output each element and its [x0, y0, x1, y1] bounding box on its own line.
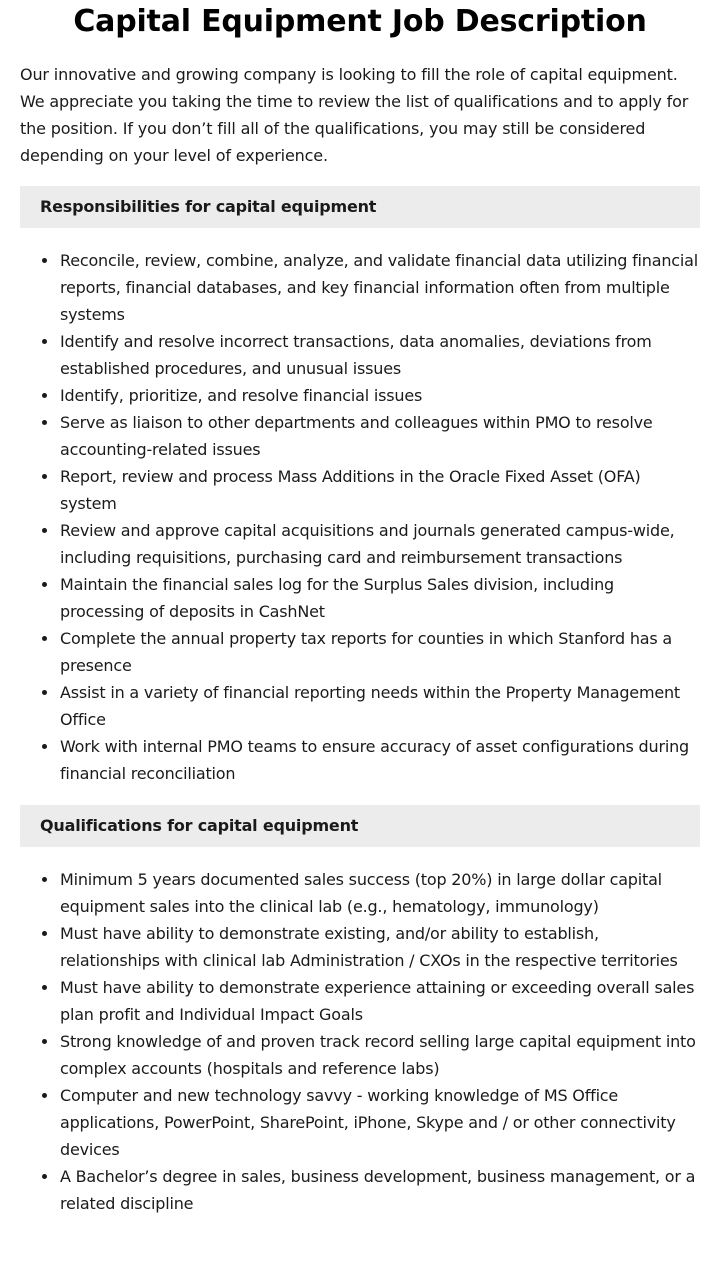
list-item: Work with internal PMO teams to ensure accuracy of asset configurations during financial reconciliation	[60, 733, 700, 787]
list-item: Must have ability to demonstrate experience attaining or exceeding overall sales plan profit and Individual Impact Goals	[60, 974, 700, 1028]
list-item: Assist in a variety of financial reporting needs within the Property Management Office	[60, 679, 700, 733]
list-item: Strong knowledge of and proven track record selling large capital equipment into complex accounts (hospitals and reference labs)	[60, 1028, 700, 1082]
list-item: Report, review and process Mass Additions in the Oracle Fixed Asset (OFA) system	[60, 463, 700, 517]
responsibilities-heading: Responsibilities for capital equipment	[20, 186, 700, 228]
list-item: Computer and new technology savvy - working knowledge of MS Office applications, PowerPoint, SharePoint, iPhone, Skype and / or other connectivity devices	[60, 1082, 700, 1163]
qualifications-list	[20, 866, 700, 1217]
page-title: Capital Equipment Job Description	[73, 4, 647, 39]
qualifications-heading: Qualifications for capital equipment	[20, 805, 700, 847]
job-description-page	[0, 1, 720, 1217]
list-item: Identify and resolve incorrect transactions, data anomalies, deviations from established procedures, and unusual issues	[60, 328, 700, 382]
list-item: Identify, prioritize, and resolve financial issues	[60, 382, 700, 409]
list-item: Reconcile, review, combine, analyze, and validate financial data utilizing financial reports, financial databases, and key financial information often from multiple systems	[60, 247, 700, 328]
list-item: Review and approve capital acquisitions and journals generated campus-wide, including requisitions, purchasing card and reimbursement transactions	[60, 517, 700, 571]
list-item: Maintain the financial sales log for the Surplus Sales division, including processing of deposits in CashNet	[60, 571, 700, 625]
list-item: Serve as liaison to other departments and colleagues within PMO to resolve accounting-related issues	[60, 409, 700, 463]
list-item: Must have ability to demonstrate existing, and/or ability to establish, relationships with clinical lab Administration / CXOs in the respective territories	[60, 920, 700, 974]
list-item: Complete the annual property tax reports for counties in which Stanford has a presence	[60, 625, 700, 679]
list-item: Minimum 5 years documented sales success (top 20%) in large dollar capital equipment sales into the clinical lab (e.g., hematology, immunology)	[60, 866, 700, 920]
list-item: A Bachelor’s degree in sales, business development, business management, or a related discipline	[60, 1163, 700, 1217]
intro-paragraph: Our innovative and growing company is looking to fill the role of capital equipment. We appreciate you taking the time to review the list of qualifications and to apply for the position. If you don’t fill all of the qualifications, you may still be considered depending on your level of experience.	[20, 65, 689, 165]
responsibilities-list	[20, 247, 700, 787]
